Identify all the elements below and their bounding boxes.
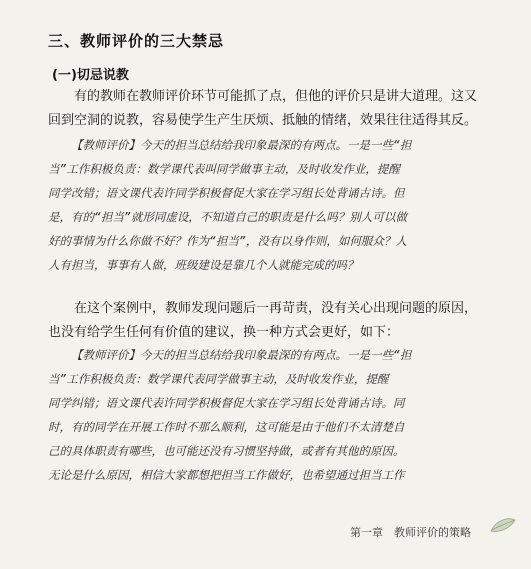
paragraph-intro bbox=[48, 85, 493, 132]
section-title: 三、教师评价的三大禁忌 bbox=[48, 32, 225, 50]
paragraph-line: 也没有给学生任何有价值的建议，换一种方式会更好，如下： bbox=[48, 324, 400, 340]
paragraph-line: 有的教师在教师评价环节可能抓了点，但他的评价只是讲大道理。这又 bbox=[74, 89, 478, 104]
case-example-1 bbox=[48, 133, 493, 277]
paragraph-analysis bbox=[48, 297, 493, 344]
case-line: 好的事情为什么你做不好？作为“担当”，没有以身作则，如何服众？人 bbox=[48, 234, 407, 248]
case-line: 人有担当，事事有人做，班级建设是靠几个人就能完成的吗？ bbox=[48, 258, 359, 272]
case-line: 同学改错；语文课代表许同学积极督促大家在学习组长处背诵古诗。但 bbox=[48, 186, 405, 200]
case-line: 【教师评价】今天的担当总结给我印象最深的有两点。一是一些“担 bbox=[71, 348, 412, 362]
chapter-footer: 第一章 教师评价的策略 bbox=[350, 526, 471, 539]
paragraph-line: 回到空洞的说教，容易使学生产生厌烦、抵触的情绪，效果往往适得其反。 bbox=[48, 112, 478, 128]
case-line: 同学纠错；语文课代表许同学积极督促大家在学习组长处背诵古诗。同 bbox=[48, 396, 405, 410]
subsection-title: (一)切忌说教 bbox=[52, 68, 129, 83]
leaf-icon bbox=[489, 517, 517, 535]
paragraph-line: 在这个案例中，教师发现问题后一再苛责，没有关心出现问题的原因， bbox=[74, 301, 478, 316]
case-line: 己的具体职责有哪些，也可能还没有习惯坚持做，或者有其他的原因。 bbox=[48, 444, 405, 458]
case-example-2 bbox=[48, 343, 493, 487]
case-line: 【教师评价】今天的担当总结给我印象最深的有两点。一是一些“担 bbox=[71, 138, 412, 152]
case-line: 当”工作积极负责：数学课代表叫同学做事主动，及时收发作业，提醒 bbox=[48, 162, 400, 176]
case-line: 无论是什么原因，相信大家都想把担当工作做好，也希望通过担当工作 bbox=[48, 468, 405, 482]
case-line: 当”工作积极负责：数学课代表同学做事主动，及时收发作业，提醒 bbox=[48, 372, 389, 386]
case-line: 是，有的“担当”就形同虚设，不知道自己的职责是什么吗？别人可以做 bbox=[48, 210, 407, 224]
case-line: 时，有的同学在开展工作时不那么顺利，这可能是由于他们不太清楚自 bbox=[48, 420, 405, 434]
